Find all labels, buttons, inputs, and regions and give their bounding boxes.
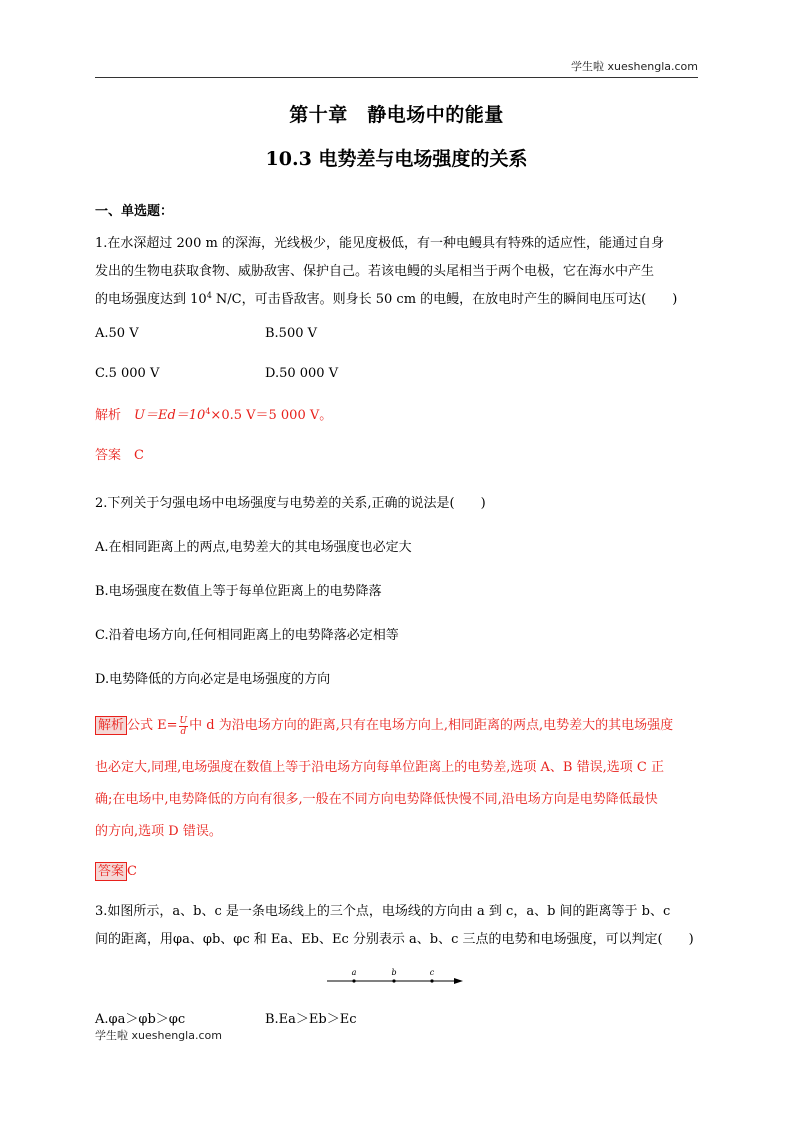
section-title: 10.3 电势差与电场强度的关系 [265,148,528,170]
point-b-label: b [391,968,397,977]
q3-option-a: A.φa＞φb＞φc [95,1012,186,1027]
point-c-label: c [429,968,435,977]
q1-stem-line3: 的电场强度达到 $10^4$ N/C，可击昏敌害。则身长 50 cm 的电鳗，在放电时产生的瞬间电压可达( ) [95,291,678,307]
q2-analysis-line4: 的方向,选项 D 错误。 [95,824,222,839]
arrow-head [454,978,463,984]
q2-option-d: D.电势降低的方向必定是电场强度的方向 [95,672,331,687]
q2-analysis-line1: 解析 公式 E= $\frac{U}{d}$ 中 d 为沿电场方向的距离,只有在电场方向上,相同距离的两点,电势差大的其电场强度 [95,714,673,737]
q1-stem-line2: 发出的生物电获取食物、威胁敌害、保护自己。若该电鳗的头尾相当于两个电极，它在海水中产生 [95,264,655,279]
q2-analysis-line3: 确;在电场中,电势降低的方向有很多,一般在不同方向电势降低快慢不同,沿电场方向是电势降低最快 [95,792,658,807]
header-site-label: 学生啦 xueshengla.com [571,60,698,73]
point-a [352,979,355,982]
chapter-title: 第十章 静电场中的能量 [289,104,504,126]
q2-option-a: A.在相同距离上的两点,电势差大的其电场强度也必定大 [95,540,412,555]
q2-analysis-line2: 也必定大,同理,电场强度在数值上等于沿电场方向每单位距离上的电势差,选项 A、B 错误,选项 C 正 [95,760,664,775]
q1-analysis: 解析 $U=Ed=10^4\times 0.5$ V＝5 000 V。 [95,407,333,423]
field-line-diagram [325,964,465,988]
q2-answer-label: 答案 [95,862,127,881]
point-a-label: a [351,968,357,977]
q3-stem-line2: 间的距离，用φa、φb、φc 和 Ea、Eb、Ec 分别表示 a、b、c 三点的电势和电场强度，可以判定( ) [95,932,694,947]
formula-fraction: $\frac{U}{d}$ [179,716,188,737]
q2-option-b: B.电场强度在数值上等于每单位距离上的电势降落 [95,584,382,599]
q1-option-c: C.5 000 V [95,366,160,381]
q1-answer-label: 答案 [95,448,122,463]
q2-answer: 答案 C [95,862,137,881]
q2-stem: 2.下列关于匀强电场中电场强度与电势差的关系,正确的说法是( ) [95,496,486,511]
section-heading: 一、单选题： [95,204,174,219]
q1-stem-line1: 1.在水深超过 200 m 的深海，光线极少，能见度极低，有一种电鳗具有特殊的适应性，能通过自身 [95,236,664,251]
q3-option-b: B.Ea＞Eb＞Ec [265,1012,357,1027]
q1-option-b: B.500 V [265,326,318,341]
q2-analysis-label: 解析 [95,716,127,735]
q3-stem-line1: 3.如图所示，a、b、c 是一条电场线上的三个点，电场线的方向由 a 到 c，a、b 间的距离等于 b、c [95,904,671,919]
header-divider [95,77,698,78]
q1-option-a: A.50 V [95,326,139,341]
q1-analysis-label: 解析 [95,408,122,423]
q1-answer: 答案 C [95,448,144,463]
point-b [392,979,395,982]
footer-site-label: 学生啦 xueshengla.com [95,1029,222,1042]
q2-option-c: C.沿着电场方向,任何相同距离上的电势降落必定相等 [95,628,399,643]
point-c [430,979,433,982]
q1-option-d: D.50 000 V [265,366,339,381]
